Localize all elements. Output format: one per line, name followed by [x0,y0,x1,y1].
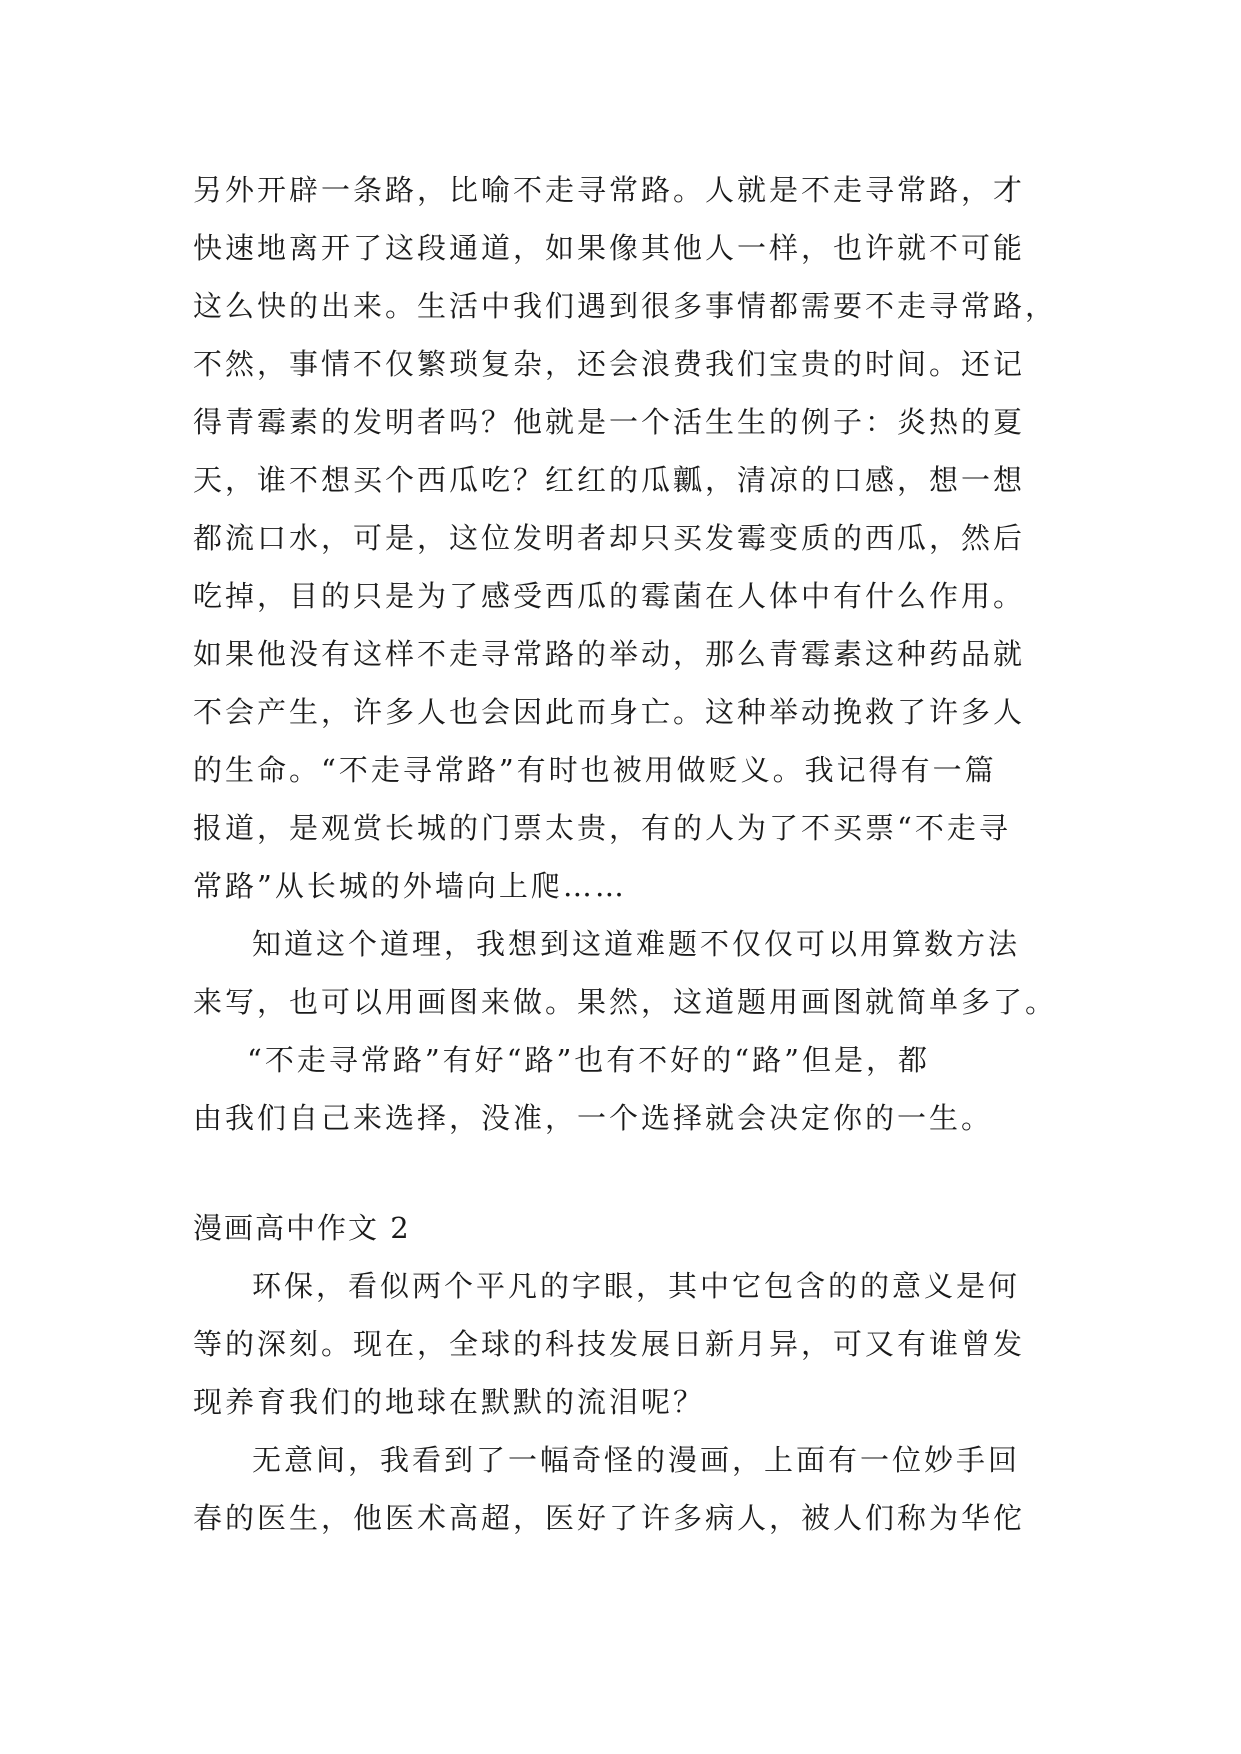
text-line: 不然，事情不仅繁琐复杂，还会浪费我们宝贵的时间。还记 [193,347,1026,381]
text-line: 天，谁不想买个西瓜吃？红红的瓜瓤，清凉的口感，想一想 [193,463,1026,497]
text-line: 由我们自己来选择，没准，一个选择就会决定你的一生。 [193,1101,994,1135]
text-line: 这么快的出来。生活中我们遇到很多事情都需要不走寻常路， [193,289,1058,323]
section-heading: 漫画高中作文 2 [193,1211,411,1245]
text-line: 的生命。“不走寻常路”有时也被用做贬义。我记得有一篇 [193,753,997,787]
text-line: 春的医生，他医术高超，医好了许多病人，被人们称为华佗 [193,1501,1026,1535]
text-line: 快速地离开了这段通道，如果像其他人一样，也许就不可能 [193,231,1026,265]
text-line: “不走寻常路”有好“路”也有不好的“路”但是，都 [247,1043,930,1077]
text-line: 无意间，我看到了一幅奇怪的漫画，上面有一位妙手回 [252,1443,1021,1477]
text-line: 等的深刻。现在，全球的科技发展日新月异，可又有谁曾发 [193,1327,1026,1361]
text-line: 报道，是观赏长城的门票太贵，有的人为了不买票“不走寻 [193,811,1011,845]
text-line: 不会产生，许多人也会因此而身亡。这种举动挽救了许多人 [193,695,1026,729]
text-line: 现养育我们的地球在默默的流泪呢？ [193,1385,706,1419]
text-line: 知道这个道理，我想到这道难题不仅仅可以用算数方法 [252,927,1021,961]
text-line: 吃掉，目的只是为了感受西瓜的霉菌在人体中有什么作用。 [193,579,1026,613]
text-line: 如果他没有这样不走寻常路的举动，那么青霉素这种药品就 [193,637,1026,671]
text-line: 来写，也可以用画图来做。果然，这道题用画图就简单多了。 [193,985,1058,1019]
text-line: 另外开辟一条路，比喻不走寻常路。人就是不走寻常路，才 [193,173,1026,207]
text-line: 环保，看似两个平凡的字眼，其中它包含的的意义是何 [252,1269,1021,1303]
text-line: 都流口水，可是，这位发明者却只买发霉变质的西瓜，然后 [193,521,1026,555]
text-line: 常路”从长城的外墙向上爬…… [193,869,627,903]
text-line: 得青霉素的发明者吗？他就是一个活生生的例子：炎热的夏 [193,405,1026,439]
